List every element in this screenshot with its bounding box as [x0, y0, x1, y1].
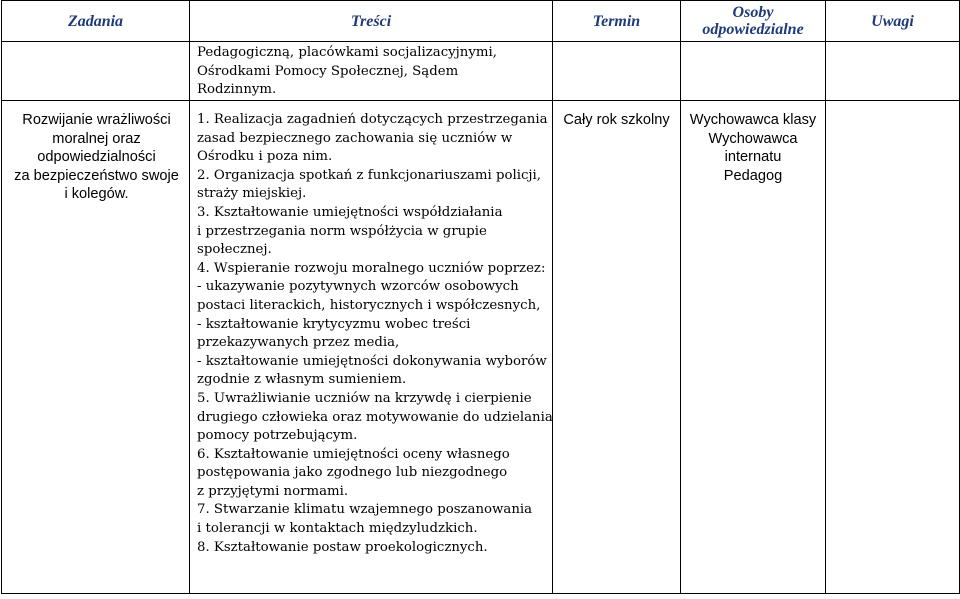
continuation-zadania-cell [2, 42, 190, 101]
header-osoby-line2: odpowiedzialne [702, 21, 804, 38]
tresci-line: i przestrzegania norm współżycia w grupie [197, 223, 487, 239]
tresci-line: - kształtowanie krytycyzmu wobec treści [197, 316, 471, 332]
continuation-line: Rodzinnym. [197, 82, 277, 98]
continuation-uwagi-cell [826, 42, 960, 101]
tresci-line: z przyjętymi normami. [197, 483, 349, 499]
termin-cell [553, 101, 681, 594]
tresci-line: - ukazywanie pozytywnych wzorców osobowych [197, 279, 519, 295]
tresci-line: społecznej. [197, 242, 272, 258]
osoby-cell [681, 101, 826, 594]
tresci-line: postaci literackich, historycznych i współczesnych, [197, 297, 541, 313]
tresci-line: straży miejskiej. [197, 186, 307, 202]
osoby-line: Pedagog [723, 167, 783, 184]
zadania-cell [2, 101, 190, 594]
zadania-line: i kolegów. [64, 186, 129, 203]
continuation-line: Pedagogiczną, placówkami socjalizacyjnymi, [197, 45, 497, 60]
header-termin: Termin [553, 1, 681, 42]
tresci-line: 7. Stwarzanie klimatu wzajemnego poszanowania [197, 502, 533, 518]
tresci-line: drugiego człowieka oraz motywowanie do udzielania [197, 409, 553, 425]
tresci-line: Ośrodku i poza nim. [197, 149, 333, 165]
tresci-line: i tolerancji w kontaktach międzyludzkich. [197, 521, 478, 537]
zadania-line: moralnej oraz [52, 130, 141, 147]
continuation-row [2, 42, 960, 101]
tresci-line: pomocy potrzebującym. [197, 428, 358, 444]
continuation-osoby-cell [681, 42, 826, 101]
tresci-line: 3. Kształtowanie umiejętności współdziałania [197, 204, 503, 220]
continuation-termin-cell [553, 42, 681, 101]
tresci-line: 8. Kształtowanie postaw proekologicznych. [197, 539, 488, 555]
header-tresci: Treści [190, 1, 553, 42]
tresci-line: zgodnie z własnym sumieniem. [197, 372, 407, 388]
tresci-line: postępowania jako zgodnego lub niezgodnego [197, 465, 508, 481]
zadania-line: za bezpieczeństwo swoje [14, 167, 179, 184]
uwagi-cell [826, 101, 960, 594]
continuation-line: Ośrodkami Pomocy Społecznej, Sądem [197, 63, 459, 79]
header-osoby-line1: Osoby [732, 4, 774, 21]
tresci-line: 5. Uwrażliwianie uczniów na krzywdę i cierpienie [197, 390, 532, 406]
plan-table [1, 0, 960, 594]
tresci-line: 2. Organizacja spotkań z funkcjonariuszami policji, [197, 167, 542, 183]
zadania-line: Rozwijanie wrażliwości [22, 112, 171, 128]
tresci-line: 6. Kształtowanie umiejętności oceny własnego [197, 446, 510, 462]
tresci-cell [190, 101, 553, 594]
tresci-line: 4. Wspieranie rozwoju moralnego uczniów poprzez: [197, 260, 546, 276]
osoby-line: Wychowawca klasy [689, 112, 817, 128]
termin-text: Cały rok szkolny [563, 112, 670, 128]
tresci-line: 1. Realizacja zagadnień dotyczących przestrzegania [197, 112, 548, 127]
tresci-line: - kształtowanie umiejętności dokonywania wyborów [197, 353, 547, 369]
zadania-line: odpowiedzialności [37, 149, 156, 166]
header-zadania: Zadania [2, 1, 190, 42]
tresci-line: zasad bezpiecznego zachowania się uczniów w [197, 130, 513, 146]
header-row [2, 1, 960, 42]
header-uwagi: Uwagi [826, 1, 960, 42]
header-osoby [681, 1, 826, 42]
tresci-line: przekazywanych przez media, [197, 335, 400, 351]
plan-table-page [1, 0, 959, 598]
table-row [2, 101, 960, 594]
osoby-line: Wychowawca [708, 130, 798, 147]
continuation-tresci-cell [190, 42, 553, 101]
osoby-line: internatu [724, 149, 782, 166]
